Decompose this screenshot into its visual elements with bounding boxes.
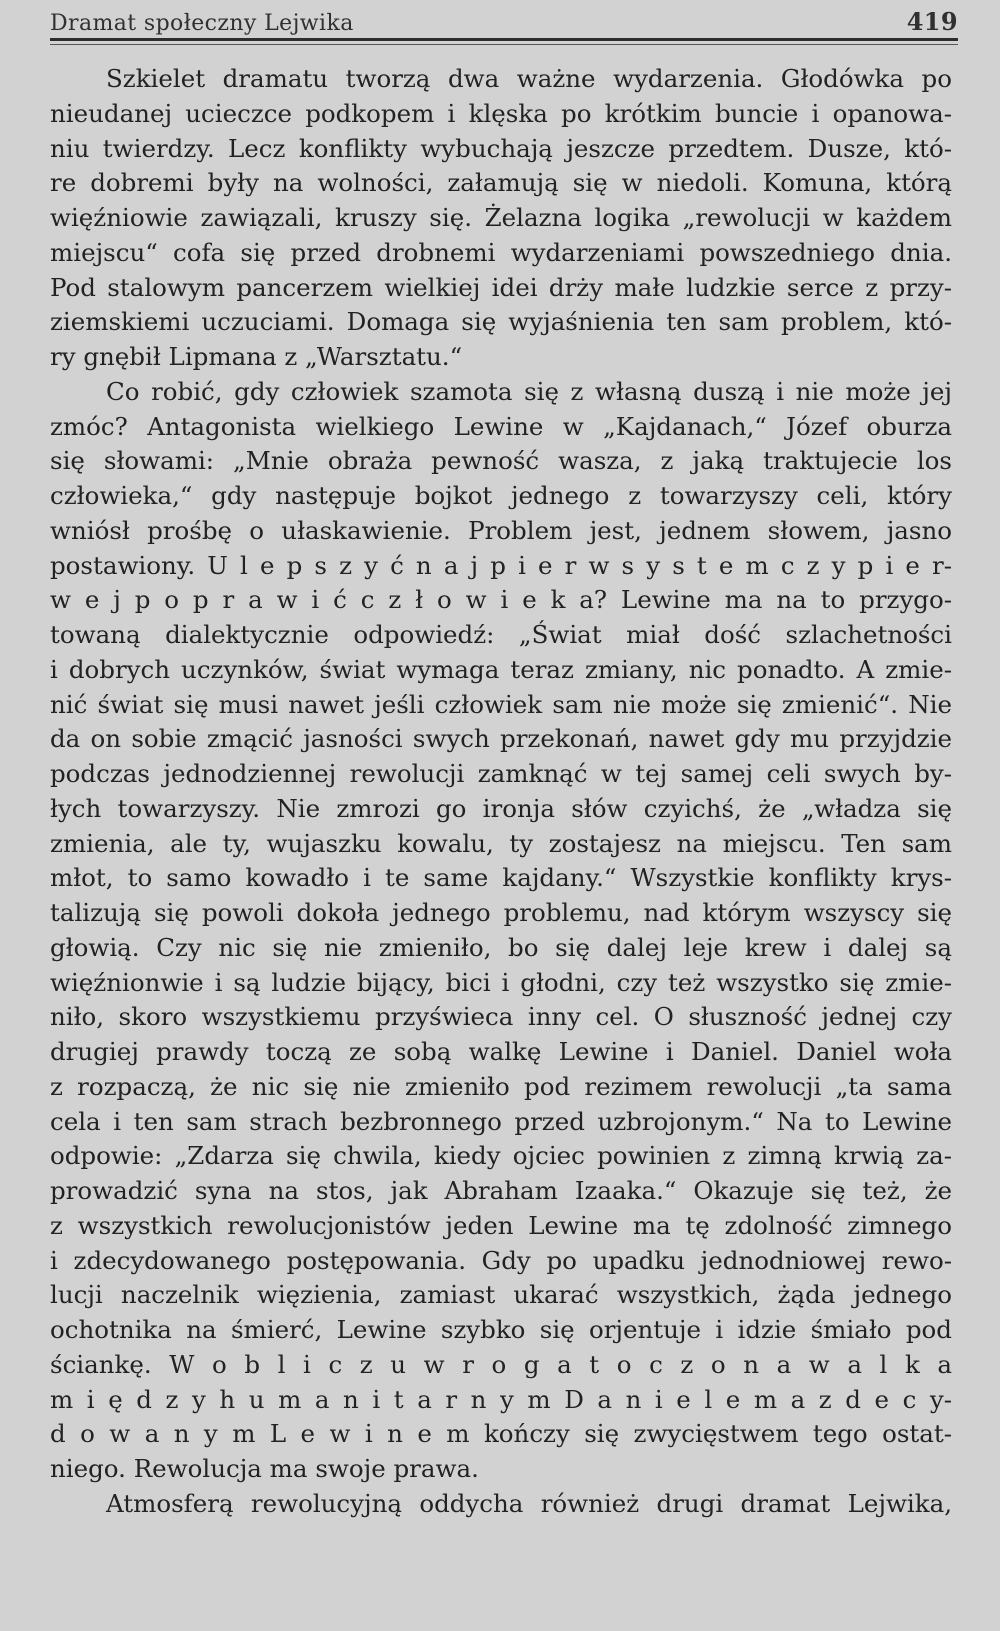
text-line: człowieka,“ gdy następuje bojkot jednego z towarzyszy celi, który bbox=[50, 481, 952, 510]
text-line: Szkielet dramatu tworzą dwa ważne wydarzenia. Głodówka po bbox=[106, 64, 952, 93]
text-line: się słowami: „Mnie obraża pewność wasza, z jaką traktujecie los bbox=[50, 446, 952, 476]
text-line: towaną dialektycznie odpowiedź: „Świat miał dość szlachetności bbox=[50, 620, 952, 649]
text-line: i zdecydowanego postępowania. Gdy po upadku jednodniowej rewo- bbox=[50, 1245, 952, 1275]
text-line: z wszystkich rewolucjonistów jeden Lewine ma tę zdolność zimnego bbox=[50, 1210, 952, 1240]
text-line: talizują się powoli dokoła jednego problemu, nad którym wszyscy się bbox=[50, 898, 952, 927]
text-line: cela i ten sam strach bezbronnego przed uzbrojonym.“ Na to Lewine bbox=[50, 1106, 952, 1136]
text-line: więźniowie zawiązali, kruszy się. Żelazna logika „rewolucji w każdem bbox=[50, 203, 952, 232]
text-line: więźnionwie i są ludzie bijący, bici i głodni, czy też wszystko się zmie- bbox=[50, 967, 952, 997]
body-text bbox=[50, 62, 952, 1522]
text-line: Co robić, gdy człowiek szamota się z własną duszą i nie może jej bbox=[106, 376, 952, 406]
text-line: głowią. Czy nic się nie zmieniło, bo się dalej leje krew i dalej są bbox=[50, 932, 952, 962]
page-number: 419 bbox=[906, 7, 958, 36]
header-rule-thin bbox=[50, 44, 958, 45]
text-line: ochotnika na śmierć, Lewine szybko się orjentuje i idzie śmiało pod bbox=[50, 1315, 952, 1344]
text-line: Atmosferą rewolucyjną oddycha również drugi dramat Lejwika, bbox=[106, 1488, 952, 1518]
text-line: zmienia, ale ty, wujaszku kowalu, ty zostajesz na miejscu. Ten sam bbox=[50, 828, 952, 858]
text-line: nić świat się musi nawet jeśli człowiek sam nie może się zmienić“. Nie bbox=[50, 689, 952, 719]
text-line: młot, to samo kowadło i te same kajdany.“ Wszystkie konflikty krys- bbox=[50, 863, 952, 893]
header-rule bbox=[50, 38, 958, 41]
text-line: re dobremi były na wolności, załamują się w niedoli. Komuna, którą bbox=[50, 168, 952, 198]
text-line: ziemskiemi uczuciami. Domaga się wyjaśnienia ten sam problem, któ- bbox=[50, 307, 952, 337]
text-line: podczas jednodziennej rewolucji zamknąć w tej samej celi swych by- bbox=[50, 759, 952, 788]
text-line: wniósł prośbę o ułaskawienie. Problem jest, jednem słowem, jasno bbox=[50, 515, 952, 545]
text-line: drugiej prawdy toczą ze sobą walkę Lewine i Daniel. Daniel woła bbox=[50, 1037, 952, 1066]
text-line: nieudanej ucieczce podkopem i klęska po krótkim buncie i opanowa- bbox=[50, 98, 952, 128]
running-title: Dramat społeczny Lejwika bbox=[50, 11, 354, 36]
text-line: Pod stalowym pancerzem wielkiej idei drży małe ludzkie serce z przy- bbox=[50, 272, 952, 302]
running-head bbox=[50, 6, 958, 36]
text-line: postawiony. U l e p s z y ć n a j p i e r w s y s t e m c z y p i e r- bbox=[50, 550, 952, 580]
text-line: niu twierdzy. Lecz konflikty wybuchają jeszcze przedtem. Dusze, któ- bbox=[50, 133, 952, 163]
text-line: ściankę. W o b l i c z u w r o g a t o c z o n a w a l k a bbox=[50, 1349, 952, 1379]
text-line: lucji naczelnik więzienia, zamiast ukarać wszystkich, żąda jednego bbox=[50, 1280, 952, 1310]
text-line: niego. Rewolucja ma swoje prawa. bbox=[50, 1454, 479, 1483]
text-line: niło, skoro wszystkiemu przyświeca inny cel. O słuszność jednej czy bbox=[50, 1002, 952, 1032]
text-line: w e j p o p r a w i ć c z ł o w i e k a? Lewine ma na to przygo- bbox=[50, 585, 952, 615]
text-line: i dobrych uczynków, świat wymaga teraz zmiany, nic ponadto. A zmie- bbox=[50, 654, 952, 684]
text-line: da on sobie zmącić jasności swych przekonań, nawet gdy mu przyjdzie bbox=[50, 724, 952, 754]
text-line: d o w a n y m L e w i n e m kończy się zwycięstwem tego ostat- bbox=[50, 1419, 952, 1449]
text-line: prowadzić syna na stos, jak Abraham Izaaka.“ Okazuje się też, że bbox=[50, 1176, 952, 1205]
text-line: m i ę d z y h u m a n i t a r n y m D a n i e l e m a z d e c y- bbox=[50, 1384, 952, 1414]
text-line: miejscu“ cofa się przed drobnemi wydarzeniami powszedniego dnia. bbox=[50, 237, 952, 267]
text-line: łych towarzyszy. Nie zmrozi go ironja słów czyichś, że „władza się bbox=[50, 793, 952, 823]
text-line: odpowie: „Zdarza się chwila, kiedy ojciec powinien z zimną krwią za- bbox=[50, 1141, 952, 1171]
text-line: zmóc? Antagonista wielkiego Lewine w „Kajdanach,“ Józef oburza bbox=[50, 411, 952, 441]
text-line: z rozpaczą, że nic się nie zmieniło pod rezimem rewolucji „ta sama bbox=[50, 1071, 952, 1101]
text-line: ry gnębił Lipmana z „Warsztatu.“ bbox=[50, 342, 463, 371]
